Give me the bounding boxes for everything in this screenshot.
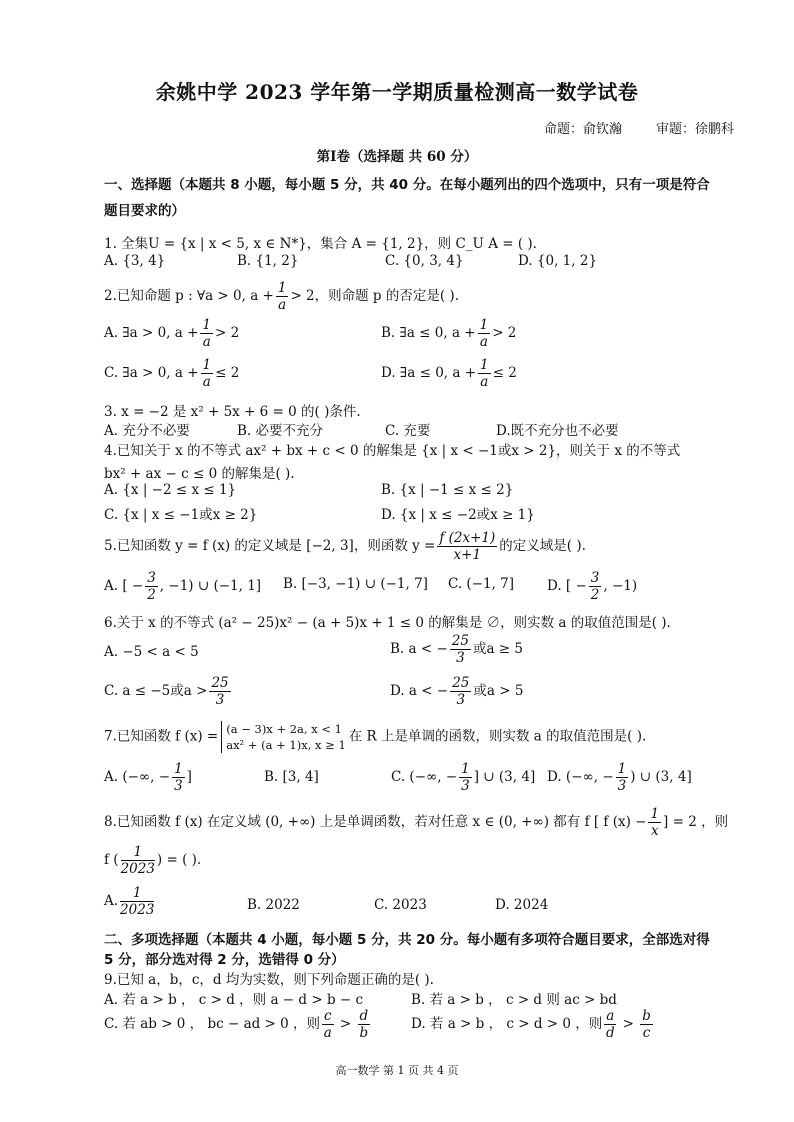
section1-line1: 一、选择题（本题共 8 小题，每小题 5 分，共 40 分。在每小题列出的四个选项中，只有一项是符合 [104, 177, 710, 193]
q2-option-b: B. ∃a ≤ 0, a + $\frac{1}{a}$ > 2 [381, 317, 517, 350]
q9-option-b: B. 若 a > b ， c > d 则 ac > bd [411, 992, 617, 1008]
q9-option-d: D. 若 a > b ， c > d > 0 ，则 $\frac{a}{d}$ > $\frac{b}{c}$ [411, 1008, 651, 1041]
q9-option-c: C. 若 ab > 0 ， bc − ad > 0 ，则 $\frac{c}{a}$ > $\frac{d}{b}$ [104, 1008, 369, 1041]
q3-option-c: C. 充要 [385, 423, 431, 439]
q7-stem: 7.已知函数 f (x) = (a − 3)x + 2a, x < 1 ax² + (a + 1)x, x ≥ 1 在 R 上是单调的函数，则实数 a 的取值范围是( ). [104, 722, 647, 752]
q5-option-b: B. [−3, −1) ∪ (−1, 7] [283, 576, 428, 592]
q4-line1: 4.已知关于 x 的不等式 ax² + bx + c < 0 的解集是 {x | x < −1或x > 2}，则关于 x 的不等式 [104, 443, 681, 459]
q4-option-d: D. {x | x ≤ −2或x ≥ 1} [381, 507, 535, 523]
q7-option-a: A. (−∞, − $\frac{1}{3}$ ] [104, 761, 192, 794]
piecewise-brace: (a − 3)x + 2a, x < 1 ax² + (a + 1)x, x ≥ 1 [221, 721, 346, 753]
reviewer: 审题：徐鹏科 [655, 122, 734, 137]
page-footer: 高一数学 第 1 页 共 4 页 [335, 1064, 459, 1077]
q3-option-d: D.既不充分也不必要 [496, 423, 619, 439]
q6-option-c: C. a ≤ −5或a > $\frac{25}{3}$ [104, 675, 229, 708]
q2-option-c: C. ∃a > 0, a + $\frac{1}{a}$ ≤ 2 [104, 357, 240, 390]
q6-option-d: D. a < − $\frac{25}{3}$ 或a > 5 [390, 675, 524, 708]
section2-line2: 5 分，部分选对得 2 分，选错得 0 分） [104, 952, 345, 968]
q7-option-c: C. (−∞, − $\frac{1}{3}$ ] ∪ (3, 4] [391, 761, 536, 794]
q8-line2: f ( $\frac{1}{2023}$ ) = ( ). [104, 844, 202, 877]
author-line [510, 118, 734, 137]
setter: 命题：俞钦瀚 [543, 122, 622, 137]
section1-line2: 题目要求的） [104, 203, 185, 219]
q4-option-b: B. {x | −1 ≤ x ≤ 2} [381, 482, 514, 498]
q4-line2: bx² + ax − c ≤ 0 的解集是( ). [104, 466, 295, 482]
q7-option-d: D. (−∞, − $\frac{1}{3}$ ) ∪ (3, 4] [547, 761, 692, 794]
exam-title: 余姚中学 2023 学年第一学期质量检测高一数学试卷 [155, 80, 639, 104]
q9-option-a: A. 若 a > b ， c > d ，则 a − d > b − c [104, 992, 364, 1008]
q2-stem: 2.已知命题 p : ∀a > 0, a + $\frac{1}{a}$ > 2，则命题 p 的否定是( ). [104, 280, 459, 313]
q7-option-b: B. [3, 4] [264, 769, 319, 785]
q8-option-a: A. $\frac{1}{2023}$ [104, 885, 155, 918]
q6-option-b: B. a < − $\frac{25}{3}$ 或a ≥ 5 [390, 633, 523, 666]
q3-option-a: A. 充分不必要 [104, 423, 190, 439]
q5-option-c: C. (−1, 7] [448, 576, 515, 592]
q1-option-a: A. {3, 4} [104, 253, 166, 269]
q5-option-a: A. [ − $\frac{3}{2}$ , −1) ∪ (−1, 1] [104, 570, 262, 603]
q8-option-c: C. 2023 [374, 897, 427, 913]
q8-option-d: D. 2024 [495, 897, 549, 913]
q1-option-d: D. {0, 1, 2} [518, 253, 598, 269]
q3-stem: 3. x = −2 是 x² + 5x + 6 = 0 的( )条件. [104, 404, 361, 420]
q2-option-d: D. ∃a ≤ 0, a + $\frac{1}{a}$ ≤ 2 [381, 357, 517, 390]
volume-heading: 第Ⅰ卷（选择题 共 60 分） [316, 149, 478, 165]
q4-option-a: A. {x | −2 ≤ x ≤ 1} [104, 482, 237, 498]
q1-option-c: C. {0, 3, 4} [385, 253, 464, 269]
q5-stem: 5.已知函数 y = f (x) 的定义域是 [−2, 3]，则函数 y = $\frac{f (2x+1)}{x+1}$ 的定义域是( ). [104, 530, 586, 563]
q4-option-c: C. {x | x ≤ −1或x ≥ 2} [104, 507, 258, 523]
q5-option-d: D. [ − $\frac{3}{2}$ , −1) [547, 570, 638, 603]
q6-option-a: A. −5 < a < 5 [104, 644, 199, 660]
q6-stem: 6.关于 x 的不等式 (a² − 25)x² − (a + 5)x + 1 ≤ 0 的解集是 ∅，则实数 a 的取值范围是( ). [104, 615, 671, 631]
q8-line1: 8.已知函数 f (x) 在定义域 (0, +∞) 上是单调函数，若对任意 x ∈ (0, +∞) 都有 f [ f (x) − $\frac{1}{x}$ ] = 2 ，则 [104, 806, 729, 839]
q1-option-b: B. {1, 2} [237, 253, 299, 269]
q1-stem: 1. 全集U = {x | x < 5, x ∈ N*}，集合 A = {1, 2}，则 C_U A = ( ). [104, 236, 537, 252]
q9-stem: 9.已知 a，b，c，d 均为实数，则下列命题正确的是( ). [104, 972, 434, 988]
section2-line1: 二、多项选择题（本题共 4 小题，每小题 5 分，共 20 分。每小题有多项符合题目要求，全部选对得 [104, 932, 710, 948]
q8-option-b: B. 2022 [247, 897, 300, 913]
q2-option-a: A. ∃a > 0, a + $\frac{1}{a}$ > 2 [104, 317, 240, 350]
q3-option-b: B. 必要不充分 [237, 423, 324, 439]
